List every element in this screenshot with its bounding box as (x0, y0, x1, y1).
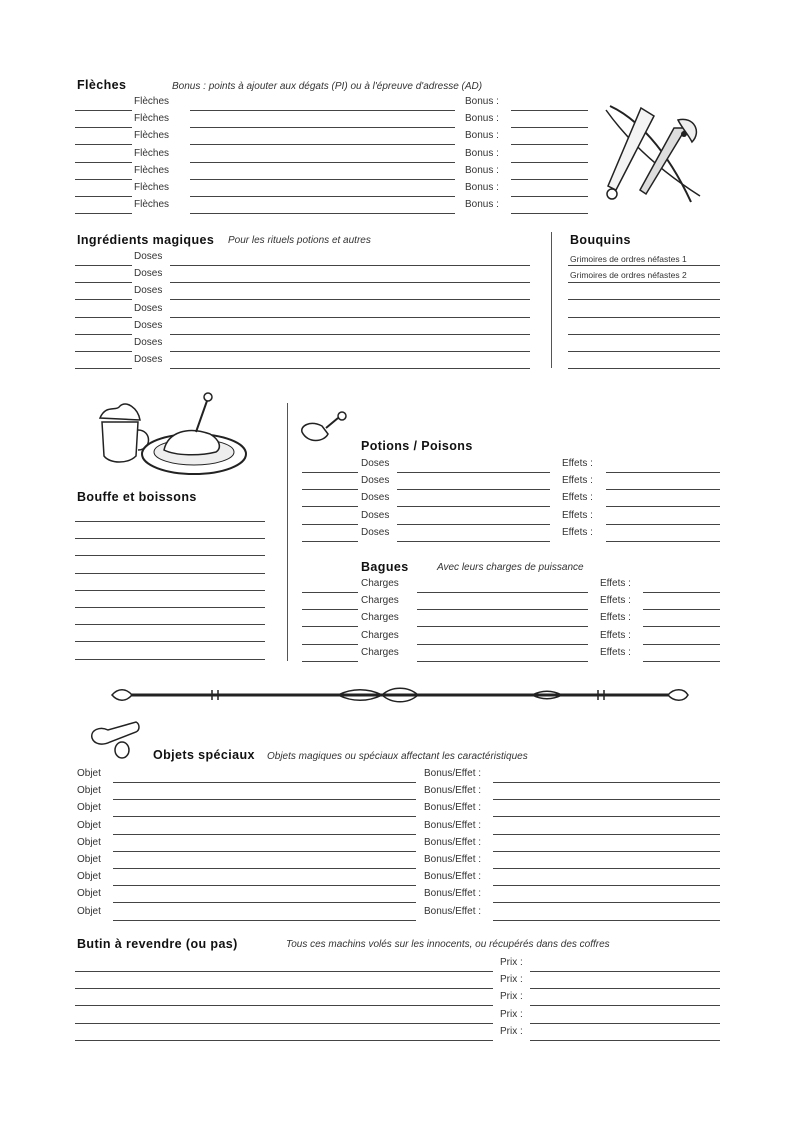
fleches-row-label: Flèches (134, 130, 170, 142)
fleches-name-line[interactable] (190, 213, 455, 214)
butin-title: Butin à revendre (ou pas) (77, 937, 238, 951)
objet-row-label: Objet (77, 819, 101, 831)
bouffe-line[interactable] (75, 641, 265, 642)
objet-effect-label: Bonus/Effet : (424, 785, 482, 797)
potion-qty-line[interactable] (302, 541, 358, 542)
objet-effect-line[interactable] (493, 834, 720, 835)
fleches-bonus-line[interactable] (511, 162, 588, 163)
fleches-row-label: Flèches (134, 182, 170, 193)
bague-name-line[interactable] (417, 661, 588, 662)
bague-effect-label: Effets : (600, 612, 631, 624)
fleches-bonus-line[interactable] (511, 144, 588, 145)
fleches-bonus-label: Bonus : (465, 199, 499, 211)
fleches-name-line[interactable] (190, 196, 455, 197)
ingredient-row-label: Doses (134, 302, 163, 314)
ingredient-row-label: Doses (134, 319, 163, 331)
fleches-bonus-label: Bonus : (465, 164, 499, 176)
potion-effect-line[interactable] (606, 489, 720, 490)
fleches-name-line[interactable] (190, 162, 455, 163)
potion-effect-label: Effets : (562, 526, 593, 538)
fleches-subtitle: Bonus : points à ajouter aux dégats (PI) ou à l'épreuve d'adresse (AD) (172, 81, 483, 92)
fleches-bonus-label: Bonus : (465, 113, 499, 125)
butin-item-line[interactable] (75, 1005, 493, 1006)
fleches-bonus-line[interactable] (511, 196, 588, 197)
potion-effect-line[interactable] (606, 541, 720, 542)
bague-effect-label: Effets : (600, 629, 631, 641)
fleches-qty-line[interactable] (75, 162, 132, 163)
fleches-bonus-line[interactable] (511, 110, 588, 111)
potion-effect-label: Effets : (562, 475, 593, 487)
bague-row-label: Charges (361, 578, 399, 589)
bouffe-line[interactable] (75, 659, 265, 660)
bouffe-line[interactable] (75, 538, 265, 539)
objet-row-label: Objet (77, 785, 101, 797)
potion-row-label: Doses (361, 492, 390, 504)
ingredient-name-line[interactable] (170, 351, 530, 352)
fleches-bonus-label: Bonus : (465, 182, 499, 193)
ingredient-row-label: Doses (134, 354, 163, 366)
fleches-title: Flèches (77, 78, 127, 92)
objet-row-label: Objet (77, 888, 101, 900)
objet-name-line[interactable] (113, 885, 416, 886)
bague-qty-line[interactable] (302, 661, 358, 662)
objet-name-line[interactable] (113, 782, 416, 783)
objet-name-line[interactable] (113, 851, 416, 852)
staff-divider (112, 684, 688, 706)
food-illustration (96, 392, 246, 478)
fleches-qty-line[interactable] (75, 213, 132, 214)
objet-effect-label: Bonus/Effet : (424, 905, 482, 917)
bouquins-title: Bouquins (570, 233, 631, 247)
fleches-qty-line[interactable] (75, 179, 132, 180)
bague-effect-label: Effets : (600, 595, 631, 607)
objet-effect-line[interactable] (493, 782, 720, 783)
fleches-bonus-label: Bonus : (465, 147, 499, 159)
bague-qty-line[interactable] (302, 644, 358, 645)
objet-effect-label: Bonus/Effet : (424, 819, 482, 831)
butin-price-label: Prix : (500, 957, 523, 968)
fleches-name-line[interactable] (190, 127, 455, 128)
butin-item-line[interactable] (75, 1040, 493, 1041)
bouquin-item-1: Grimoires de ordres néfastes 1 (570, 254, 687, 264)
fleches-row-label: Flèches (134, 199, 170, 211)
objets-title: Objets spéciaux (153, 748, 255, 762)
butin-item-line[interactable] (75, 971, 493, 972)
butin-price-label: Prix : (500, 1008, 523, 1020)
bouffe-title: Bouffe et boissons (77, 490, 197, 504)
ingredient-row-label: Doses (134, 285, 163, 297)
divider-potions (287, 403, 288, 661)
bagues-title: Bagues (361, 560, 409, 574)
butin-price-label: Prix : (500, 974, 523, 986)
bouquin-line[interactable] (568, 368, 720, 369)
ingredient-qty-line[interactable] (75, 282, 132, 283)
fleches-bonus-line[interactable] (511, 179, 588, 180)
potion-qty-line[interactable] (302, 489, 358, 490)
objet-row-label: Objet (77, 768, 101, 779)
ingredient-name-line[interactable] (170, 299, 530, 300)
fleches-qty-line[interactable] (75, 127, 132, 128)
bague-effect-line[interactable] (643, 644, 720, 645)
potion-name-line[interactable] (397, 541, 550, 542)
bague-effect-line[interactable] (643, 609, 720, 610)
potion-effect-line[interactable] (606, 506, 720, 507)
objet-name-line[interactable] (113, 920, 416, 921)
bague-name-line[interactable] (417, 592, 588, 593)
butin-price-label: Prix : (500, 991, 523, 1003)
ingredients-title: Ingrédients magiques (77, 233, 215, 247)
objet-row-label: Objet (77, 836, 101, 848)
bague-effect-line[interactable] (643, 661, 720, 662)
ingredient-qty-line[interactable] (75, 351, 132, 352)
butin-price-line[interactable] (530, 971, 720, 972)
potion-effect-line[interactable] (606, 472, 720, 473)
objet-effect-line[interactable] (493, 851, 720, 852)
objet-effect-line[interactable] (493, 902, 720, 903)
objet-effect-label: Bonus/Effet : (424, 888, 482, 900)
butin-price-line[interactable] (530, 988, 720, 989)
ingredient-qty-line[interactable] (75, 368, 132, 369)
bouquin-line[interactable] (568, 317, 720, 318)
fleches-row-label: Flèches (134, 96, 170, 107)
bague-effect-line[interactable] (643, 592, 720, 593)
bague-row-label: Charges (361, 612, 399, 624)
objet-effect-label: Bonus/Effet : (424, 802, 482, 814)
ingredient-name-line[interactable] (170, 368, 530, 369)
bague-name-line[interactable] (417, 609, 588, 610)
objet-row-label: Objet (77, 802, 101, 814)
potion-effect-label: Effets : (562, 492, 593, 504)
fleches-name-line[interactable] (190, 179, 455, 180)
objets-subtitle: Objets magiques ou spéciaux affectant les caractéristiques (267, 751, 528, 762)
objet-effect-line[interactable] (493, 868, 720, 869)
ingredient-name-line[interactable] (170, 317, 530, 318)
potion-effect-label: Effets : (562, 509, 593, 521)
bague-effect-label: Effets : (600, 578, 631, 589)
objet-effect-label: Bonus/Effet : (424, 854, 482, 865)
potions-title: Potions / Poisons (361, 439, 473, 453)
potion-effect-line[interactable] (606, 524, 720, 525)
potion-row-label: Doses (361, 458, 390, 469)
fleches-bonus-label: Bonus : (465, 96, 499, 107)
objet-row-label: Objet (77, 871, 101, 883)
bouquin-line[interactable] (568, 265, 720, 266)
bague-effect-line[interactable] (643, 626, 720, 627)
objet-effect-label: Bonus/Effet : (424, 768, 482, 779)
butin-item-line[interactable] (75, 988, 493, 989)
bague-row-label: Charges (361, 629, 399, 641)
bague-name-line[interactable] (417, 644, 588, 645)
objet-effect-label: Bonus/Effet : (424, 836, 482, 848)
potion-name-line[interactable] (397, 489, 550, 490)
potion-name-line[interactable] (397, 506, 550, 507)
bouffe-line[interactable] (75, 590, 265, 591)
bague-qty-line[interactable] (302, 592, 358, 593)
objet-name-line[interactable] (113, 816, 416, 817)
ingredient-qty-line[interactable] (75, 334, 132, 335)
potion-qty-line[interactable] (302, 472, 358, 473)
potion-name-line[interactable] (397, 472, 550, 473)
bague-row-label: Charges (361, 646, 399, 658)
fleches-qty-line[interactable] (75, 144, 132, 145)
bagues-subtitle: Avec leurs charges de puissance (437, 562, 584, 573)
fleches-name-line[interactable] (190, 144, 455, 145)
ingredient-name-line[interactable] (170, 282, 530, 283)
objet-effect-line[interactable] (493, 885, 720, 886)
ingredient-name-line[interactable] (170, 265, 530, 266)
weapons-illustration (596, 98, 708, 210)
potion-qty-line[interactable] (302, 524, 358, 525)
fleches-row-label: Flèches (134, 113, 170, 125)
objet-row-label: Objet (77, 854, 101, 865)
objet-effect-label: Bonus/Effet : (424, 871, 482, 883)
ingredient-qty-line[interactable] (75, 299, 132, 300)
objet-name-line[interactable] (113, 902, 416, 903)
fleches-row-label: Flèches (134, 147, 170, 159)
ingredients-subtitle: Pour les rituels potions et autres (228, 235, 371, 246)
fleches-name-line[interactable] (190, 110, 455, 111)
bouquin-line[interactable] (568, 282, 720, 283)
ingredient-name-line[interactable] (170, 334, 530, 335)
bague-name-line[interactable] (417, 626, 588, 627)
butin-price-label: Prix : (500, 1025, 523, 1037)
butin-subtitle: Tous ces machins volés sur les innocents, ou récupérés dans des coffres (286, 939, 610, 950)
potion-icon (298, 410, 350, 448)
objet-name-line[interactable] (113, 799, 416, 800)
fleches-bonus-line[interactable] (511, 127, 588, 128)
bouquin-item-2: Grimoires de ordres néfastes 2 (570, 270, 687, 280)
bouquin-line[interactable] (568, 334, 720, 335)
fleches-qty-line[interactable] (75, 196, 132, 197)
potion-row-label: Doses (361, 526, 390, 538)
fleches-row-label: Flèches (134, 164, 170, 176)
scroll-icon (86, 716, 142, 760)
potion-effect-label: Effets : (562, 458, 593, 469)
objet-name-line[interactable] (113, 834, 416, 835)
objet-name-line[interactable] (113, 868, 416, 869)
bouffe-line[interactable] (75, 573, 265, 574)
butin-price-line[interactable] (530, 1023, 720, 1024)
butin-item-line[interactable] (75, 1023, 493, 1024)
butin-price-line[interactable] (530, 1040, 720, 1041)
objet-row-label: Objet (77, 905, 101, 917)
bouffe-line[interactable] (75, 555, 265, 556)
ingredient-row-label: Doses (134, 268, 163, 280)
bouffe-line[interactable] (75, 607, 265, 608)
potion-name-line[interactable] (397, 524, 550, 525)
fleches-bonus-line[interactable] (511, 213, 588, 214)
butin-price-line[interactable] (530, 1005, 720, 1006)
potion-row-label: Doses (361, 475, 390, 487)
ingredient-row-label: Doses (134, 251, 163, 262)
bague-qty-line[interactable] (302, 609, 358, 610)
potion-row-label: Doses (361, 509, 390, 521)
objet-effect-line[interactable] (493, 816, 720, 817)
fleches-qty-line[interactable] (75, 110, 132, 111)
bouffe-line[interactable] (75, 624, 265, 625)
bouquin-line[interactable] (568, 351, 720, 352)
divider-bouquins (551, 232, 552, 368)
fleches-bonus-label: Bonus : (465, 130, 499, 142)
bouffe-line[interactable] (75, 521, 265, 522)
bouquin-line[interactable] (568, 299, 720, 300)
bague-effect-label: Effets : (600, 646, 631, 658)
objet-effect-line[interactable] (493, 799, 720, 800)
bague-qty-line[interactable] (302, 626, 358, 627)
objet-effect-line[interactable] (493, 920, 720, 921)
potion-qty-line[interactable] (302, 506, 358, 507)
ingredient-qty-line[interactable] (75, 265, 132, 266)
ingredient-row-label: Doses (134, 337, 163, 348)
ingredient-qty-line[interactable] (75, 317, 132, 318)
bague-row-label: Charges (361, 595, 399, 607)
